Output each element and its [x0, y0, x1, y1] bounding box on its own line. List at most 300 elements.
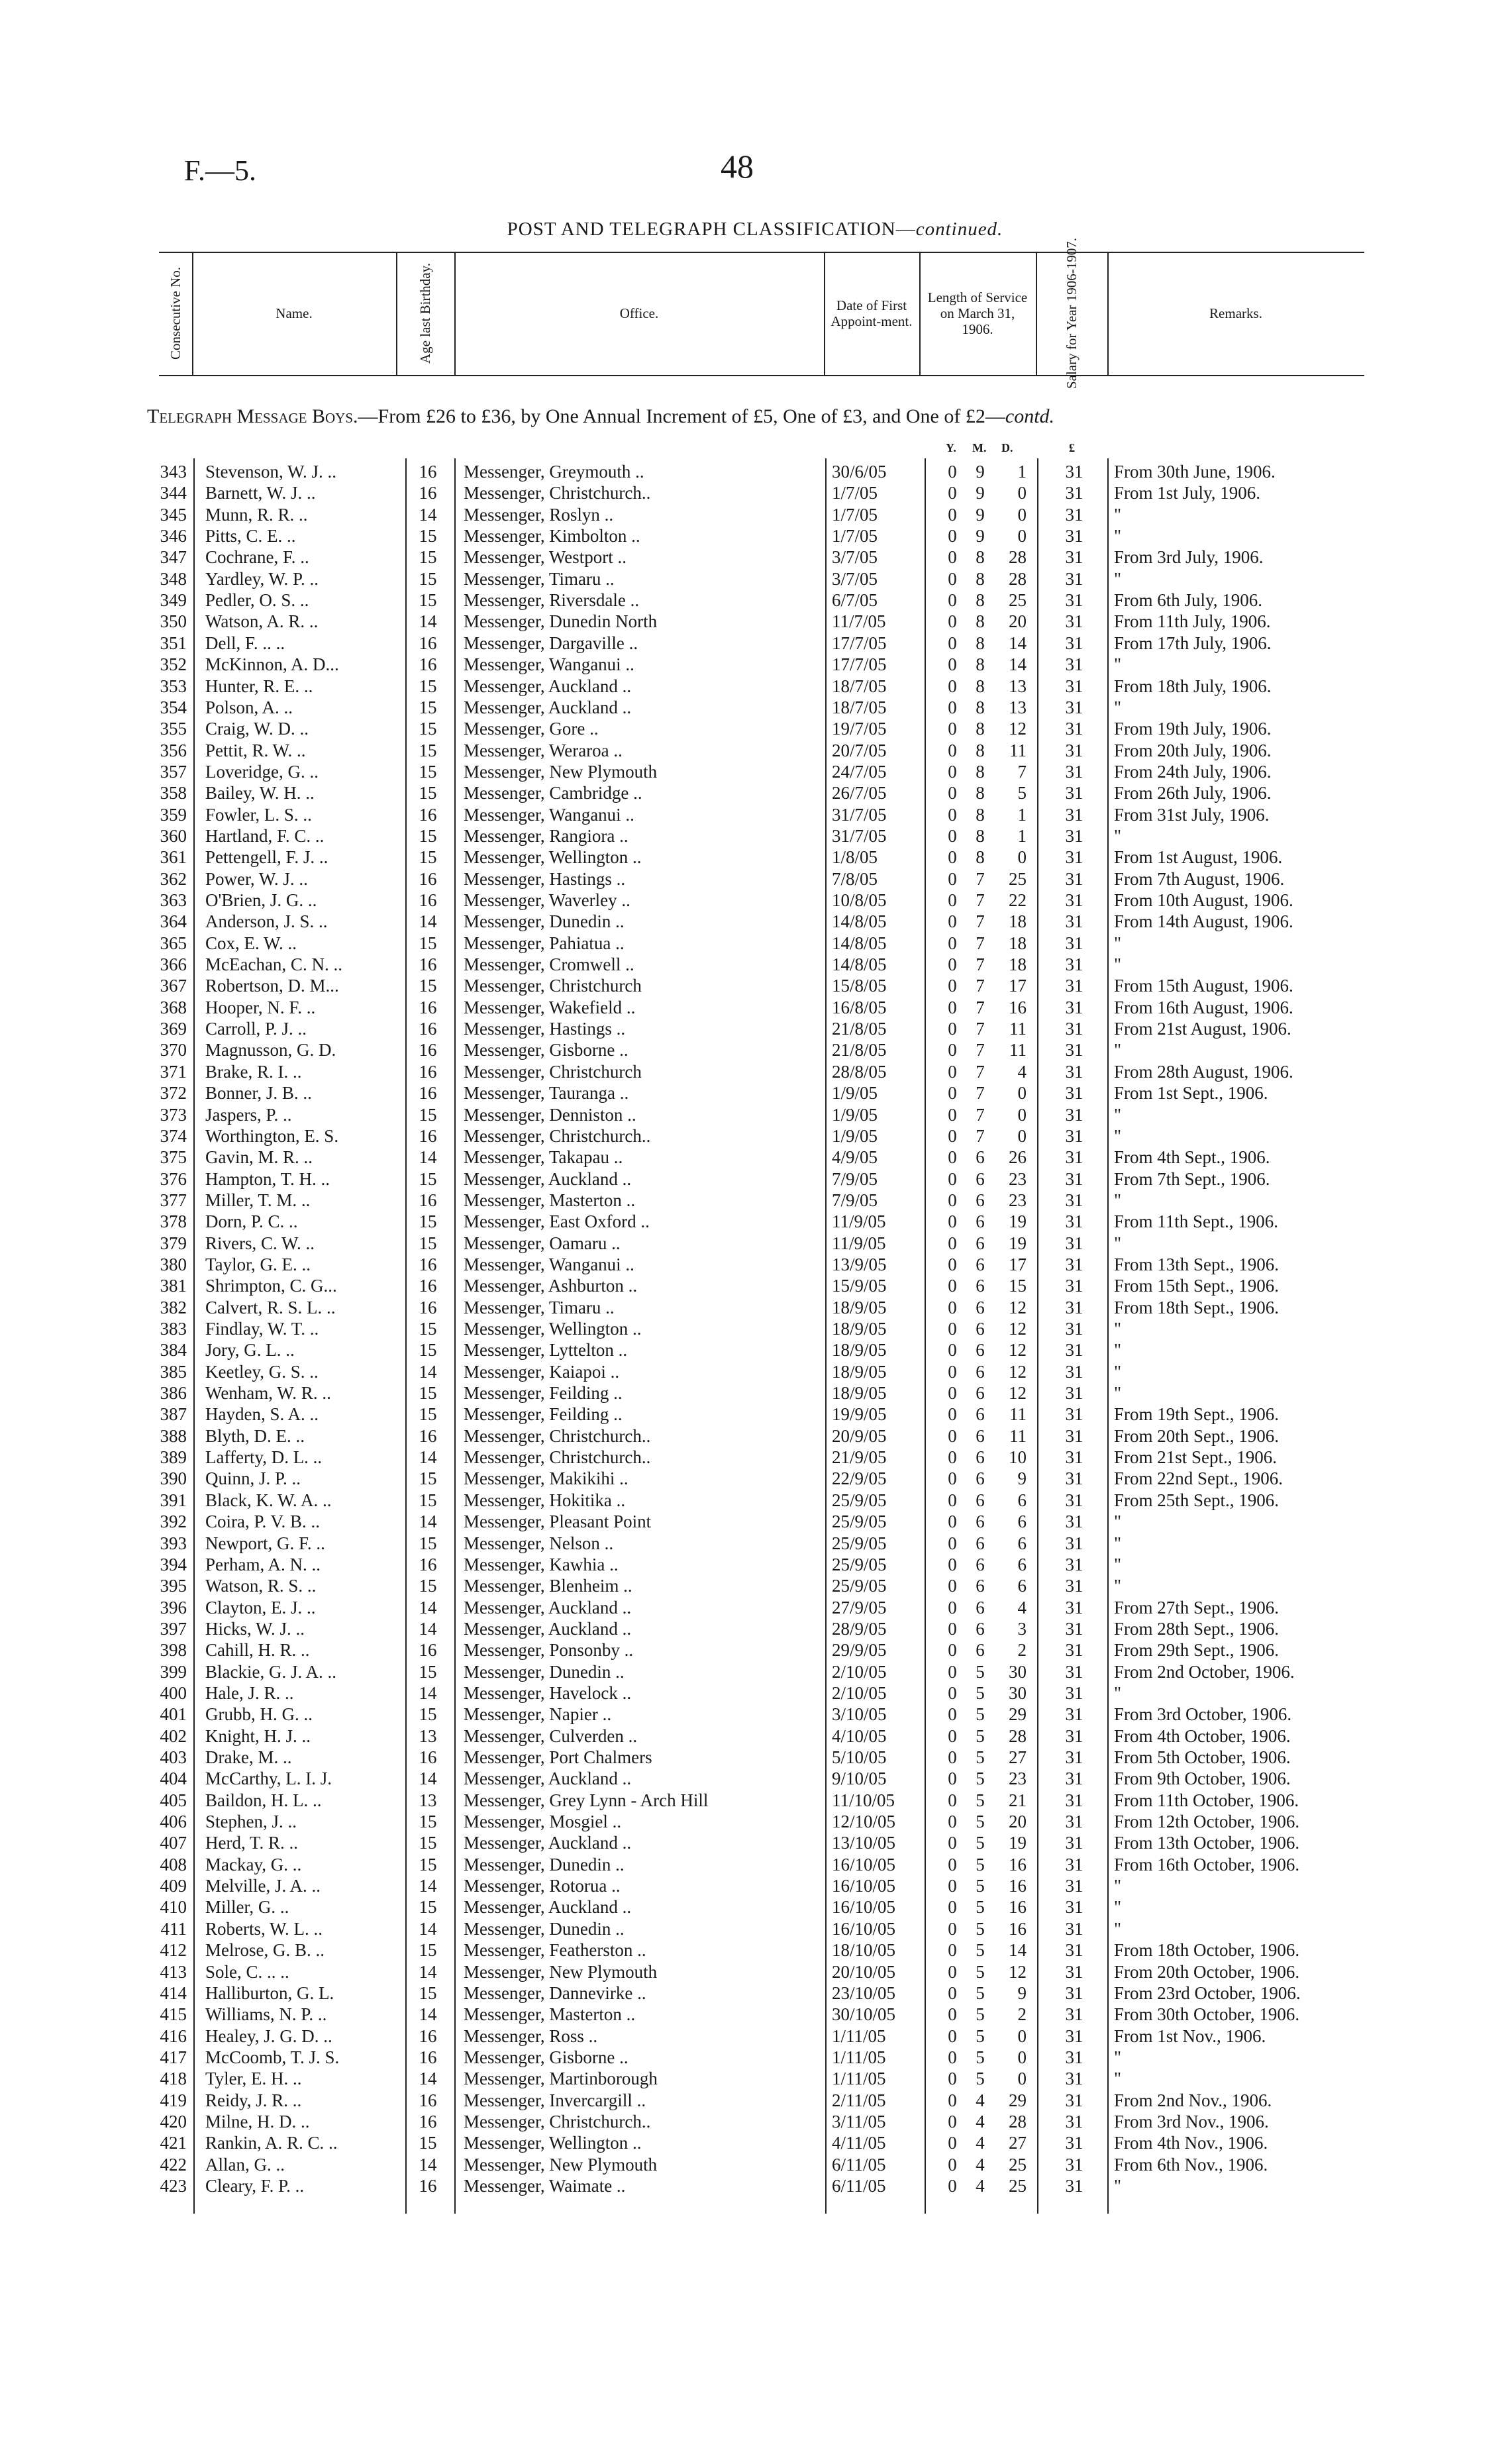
- service-days-cell: 18: [1009, 954, 1027, 975]
- service-months-cell: 8: [976, 568, 985, 589]
- appointment-date-cell: 7/9/05: [832, 1190, 878, 1210]
- salary-cell: 31: [1065, 654, 1083, 675]
- name-cell: Allan, G. ..: [205, 2154, 285, 2175]
- table-row: [0, 1039, 1510, 1060]
- consecutive-number: 348: [160, 568, 187, 589]
- age-cell: 15: [419, 590, 437, 611]
- age-cell: 16: [419, 1640, 437, 1661]
- appointment-date-cell: 7/8/05: [832, 868, 878, 889]
- service-months-cell: 6: [976, 1490, 985, 1510]
- name-cell: Dorn, P. C. ..: [205, 1211, 298, 1232]
- service-months-cell: 6: [976, 1554, 985, 1574]
- age-cell: 15: [419, 568, 437, 589]
- appointment-date-cell: 25/9/05: [832, 1533, 887, 1553]
- table-row: [0, 1575, 1510, 1596]
- salary-cell: 31: [1065, 1576, 1083, 1596]
- section-continued: contd.: [1005, 405, 1055, 427]
- name-cell: Lafferty, D. L. ..: [205, 1447, 323, 1468]
- office-cell: Messenger, Wellington ..: [464, 1319, 642, 1339]
- salary-cell: 31: [1065, 1404, 1083, 1425]
- remarks-cell: ": [1114, 1040, 1122, 1060]
- office-cell: Messenger, Wakefield ..: [464, 997, 636, 1017]
- name-cell: Knight, H. J. ..: [205, 1725, 311, 1746]
- remarks-cell: From 3rd Nov., 1906.: [1114, 2111, 1269, 2131]
- table-row: [0, 1896, 1510, 1918]
- remarks-cell: From 13th October, 1906.: [1114, 1833, 1300, 1853]
- office-cell: Messenger, Wellington ..: [464, 847, 642, 868]
- salary-cell: 31: [1065, 1319, 1083, 1339]
- office-cell: Messenger, Dargaville ..: [464, 633, 638, 653]
- table-row: [0, 2068, 1510, 2089]
- name-cell: Melville, J. A. ..: [205, 1876, 321, 1896]
- age-cell: 16: [419, 1747, 437, 1767]
- office-cell: Messenger, New Plymouth: [464, 761, 658, 782]
- age-cell: 16: [419, 2111, 437, 2131]
- age-cell: 15: [419, 1812, 437, 1832]
- service-years-cell: 0: [948, 1769, 957, 1789]
- service-days-cell: 16: [1009, 1918, 1027, 1939]
- consecutive-number: 418: [160, 2069, 187, 2089]
- service-years-cell: 0: [948, 1725, 957, 1746]
- office-cell: Messenger, Featherston ..: [464, 1940, 646, 1961]
- appointment-date-cell: 7/9/05: [832, 1168, 878, 1189]
- appointment-date-cell: 3/11/05: [832, 2111, 886, 2131]
- table-row: [0, 1639, 1510, 1661]
- name-cell: Grubb, H. G. ..: [205, 1704, 313, 1725]
- name-cell: Bonner, J. B. ..: [205, 1083, 312, 1104]
- table-row: [0, 525, 1510, 546]
- consecutive-number: 420: [160, 2111, 187, 2131]
- name-cell: McCoomb, T. J. S.: [205, 2047, 340, 2067]
- age-cell: 15: [419, 676, 437, 696]
- service-years-cell: 0: [948, 1104, 957, 1125]
- remarks-cell: From 1st Nov., 1906.: [1114, 2026, 1266, 2046]
- service-years-cell: 0: [948, 933, 957, 953]
- appointment-date-cell: 1/9/05: [832, 1125, 878, 1146]
- service-years-cell: 0: [948, 1276, 957, 1296]
- appointment-date-cell: 3/7/05: [832, 547, 878, 568]
- age-cell: 15: [419, 933, 437, 953]
- service-days-cell: 3: [1017, 1618, 1027, 1639]
- header-name: Name.: [276, 305, 313, 321]
- service-months-cell: 6: [976, 1211, 985, 1232]
- consecutive-number: 347: [160, 547, 187, 568]
- salary-cell: 31: [1065, 1019, 1083, 1039]
- service-days-cell: 29: [1009, 2090, 1027, 2110]
- office-cell: Messenger, Grey Lynn - Arch Hill: [464, 1790, 709, 1810]
- remarks-cell: ": [1114, 825, 1122, 846]
- appointment-date-cell: 21/8/05: [832, 1040, 887, 1060]
- name-cell: Clayton, E. J. ..: [205, 1597, 316, 1617]
- remarks-cell: From 15th August, 1906.: [1114, 976, 1293, 996]
- service-days-cell: 18: [1009, 933, 1027, 953]
- consecutive-number: 384: [160, 1340, 187, 1360]
- consecutive-number: 375: [160, 1147, 187, 1168]
- service-years-cell: 0: [948, 1404, 957, 1425]
- service-years-cell: 0: [948, 911, 957, 932]
- consecutive-number: 351: [160, 633, 187, 653]
- age-cell: 14: [419, 1876, 437, 1896]
- age-cell: 14: [419, 1597, 437, 1617]
- name-cell: Craig, W. D. ..: [205, 719, 309, 739]
- remarks-cell: ": [1114, 1104, 1122, 1125]
- service-months-cell: 7: [976, 1125, 985, 1146]
- appointment-date-cell: 20/7/05: [832, 740, 887, 760]
- service-years-cell: 0: [948, 2069, 957, 2089]
- salary-cell: 31: [1065, 1876, 1083, 1896]
- age-cell: 16: [419, 1040, 437, 1060]
- age-cell: 16: [419, 1019, 437, 1039]
- salary-cell: 31: [1065, 1661, 1083, 1682]
- remarks-cell: ": [1114, 1918, 1122, 1939]
- service-months-cell: 8: [976, 761, 985, 782]
- consecutive-number: 377: [160, 1190, 187, 1210]
- service-days-cell: 5: [1017, 783, 1027, 803]
- salary-cell: 31: [1065, 590, 1083, 611]
- table-row: [0, 1190, 1510, 1211]
- service-years-cell: 0: [948, 1383, 957, 1404]
- age-cell: 16: [419, 1190, 437, 1210]
- service-months-cell: 5: [976, 1876, 985, 1896]
- service-months-cell: 6: [976, 1361, 985, 1382]
- age-cell: 15: [419, 1211, 437, 1232]
- consecutive-number: 391: [160, 1490, 187, 1510]
- appointment-date-cell: 18/9/05: [832, 1340, 887, 1360]
- salary-cell: 31: [1065, 2026, 1083, 2046]
- salary-cell: 31: [1065, 1940, 1083, 1961]
- name-cell: Barnett, W. J. ..: [205, 483, 316, 503]
- service-days-cell: 0: [1017, 1125, 1027, 1146]
- remarks-cell: ": [1114, 1340, 1122, 1360]
- age-cell: 15: [419, 1833, 437, 1853]
- age-cell: 15: [419, 1940, 437, 1961]
- service-days-cell: 16: [1009, 1854, 1027, 1874]
- consecutive-number: 378: [160, 1211, 187, 1232]
- consecutive-number: 382: [160, 1297, 187, 1317]
- age-cell: 16: [419, 1425, 437, 1446]
- service-years-cell: 0: [948, 997, 957, 1017]
- name-cell: Magnusson, G. D.: [205, 1040, 336, 1060]
- service-days-cell: 0: [1017, 504, 1027, 525]
- table-row: [0, 654, 1510, 675]
- name-cell: Tyler, E. H. ..: [205, 2069, 302, 2089]
- service-years-cell: 0: [948, 1468, 957, 1489]
- service-months-cell: 7: [976, 911, 985, 932]
- remarks-cell: From 3rd July, 1906.: [1114, 547, 1264, 568]
- office-cell: Messenger, Denniston ..: [464, 1104, 636, 1125]
- appointment-date-cell: 1/7/05: [832, 483, 878, 503]
- remarks-cell: From 18th October, 1906.: [1114, 1940, 1300, 1961]
- service-years-cell: 0: [948, 1940, 957, 1961]
- consecutive-number: 404: [160, 1769, 187, 1789]
- name-cell: Blackie, G. J. A. ..: [205, 1661, 336, 1682]
- name-cell: Coira, P. V. B. ..: [205, 1512, 321, 1532]
- remarks-cell: From 1st Sept., 1906.: [1114, 1083, 1268, 1104]
- appointment-date-cell: 25/9/05: [832, 1490, 887, 1510]
- office-cell: Messenger, Timaru ..: [464, 568, 615, 589]
- service-months-cell: 7: [976, 1019, 985, 1039]
- table-row: [0, 1811, 1510, 1832]
- remarks-cell: From 28th August, 1906.: [1114, 1061, 1293, 1082]
- service-months-cell: 7: [976, 1040, 985, 1060]
- service-years-cell: 0: [948, 1125, 957, 1146]
- remarks-cell: From 21st Sept., 1906.: [1114, 1447, 1278, 1468]
- remarks-cell: From 5th October, 1906.: [1114, 1747, 1291, 1767]
- office-cell: Messenger, Auckland ..: [464, 676, 632, 696]
- service-months-cell: 6: [976, 1254, 985, 1274]
- service-years-cell: 0: [948, 954, 957, 975]
- salary-cell: 31: [1065, 954, 1083, 975]
- service-days-cell: 16: [1009, 997, 1027, 1017]
- salary-cell: 31: [1065, 568, 1083, 589]
- unit-pound: £: [1069, 441, 1075, 454]
- office-cell: Messenger, Tauranga ..: [464, 1083, 629, 1104]
- service-days-cell: 14: [1009, 633, 1027, 653]
- age-cell: 15: [419, 825, 437, 846]
- table-row: [0, 1447, 1510, 1468]
- unit-months: M.: [972, 441, 987, 454]
- service-years-cell: 0: [948, 1190, 957, 1210]
- remarks-cell: From 24th July, 1906.: [1114, 761, 1272, 782]
- salary-cell: 31: [1065, 804, 1083, 825]
- service-months-cell: 5: [976, 1833, 985, 1853]
- office-cell: Messenger, Hastings ..: [464, 868, 626, 889]
- appointment-date-cell: 29/9/05: [832, 1640, 887, 1661]
- service-years-cell: 0: [948, 1682, 957, 1703]
- office-cell: Messenger, Invercargill ..: [464, 2090, 646, 2110]
- service-months-cell: 5: [976, 2069, 985, 2089]
- service-years-cell: 0: [948, 825, 957, 846]
- service-years-cell: 0: [948, 1361, 957, 1382]
- salary-cell: 31: [1065, 1961, 1083, 1982]
- service-days-cell: 12: [1009, 1361, 1027, 1382]
- service-days-cell: 17: [1009, 1254, 1027, 1274]
- name-cell: Blyth, D. E. ..: [205, 1425, 305, 1446]
- remarks-cell: From 1st July, 1906.: [1114, 483, 1261, 503]
- age-cell: 15: [419, 1576, 437, 1596]
- service-months-cell: 6: [976, 1447, 985, 1468]
- service-days-cell: 16: [1009, 1897, 1027, 1918]
- name-cell: Quinn, J. P. ..: [205, 1468, 301, 1489]
- consecutive-number: 355: [160, 719, 187, 739]
- age-cell: 15: [419, 1661, 437, 1682]
- office-cell: Messenger, Christchurch..: [464, 483, 651, 503]
- salary-cell: 31: [1065, 976, 1083, 996]
- name-cell: Worthington, E. S.: [205, 1125, 339, 1146]
- service-days-cell: 17: [1009, 976, 1027, 996]
- remarks-cell: From 26th July, 1906.: [1114, 783, 1272, 803]
- service-days-cell: 25: [1009, 590, 1027, 611]
- service-years-cell: 0: [948, 761, 957, 782]
- office-cell: Messenger, Auckland ..: [464, 1618, 632, 1639]
- name-cell: Fowler, L. S. ..: [205, 804, 312, 825]
- table-row: [0, 1618, 1510, 1639]
- name-cell: Drake, M. ..: [205, 1747, 292, 1767]
- age-cell: 15: [419, 1404, 437, 1425]
- age-cell: 15: [419, 1533, 437, 1553]
- consecutive-number: 387: [160, 1404, 187, 1425]
- table-row: [0, 1361, 1510, 1382]
- service-years-cell: 0: [948, 1747, 957, 1767]
- service-years-cell: 0: [948, 976, 957, 996]
- table-row: [0, 1404, 1510, 1425]
- table-row: [0, 1104, 1510, 1125]
- service-months-cell: 6: [976, 1190, 985, 1210]
- table-row: [0, 1254, 1510, 1275]
- salary-cell: 31: [1065, 2111, 1083, 2131]
- name-cell: Pettengell, F. J. ..: [205, 847, 328, 868]
- consecutive-number: 357: [160, 761, 187, 782]
- remarks-cell: From 11th October, 1906.: [1114, 1790, 1299, 1810]
- age-cell: 15: [419, 1490, 437, 1510]
- header-no: Consecutive No.: [168, 267, 184, 360]
- office-cell: Messenger, New Plymouth: [464, 1961, 658, 1982]
- salary-cell: 31: [1065, 483, 1083, 503]
- name-cell: Jaspers, P. ..: [205, 1104, 292, 1125]
- salary-cell: 31: [1065, 868, 1083, 889]
- age-cell: 15: [419, 783, 437, 803]
- salary-cell: 31: [1065, 911, 1083, 932]
- service-days-cell: 30: [1009, 1682, 1027, 1703]
- title-text: POST AND TELEGRAPH CLASSIFICATION—: [507, 219, 916, 240]
- remarks-cell: From 16th August, 1906.: [1114, 997, 1293, 1017]
- office-cell: Messenger, Riversdale ..: [464, 590, 640, 611]
- name-cell: Halliburton, G. L.: [205, 1982, 334, 2003]
- table-row: [0, 2111, 1510, 2132]
- table-row: [0, 2132, 1510, 2153]
- service-years-cell: 0: [948, 1425, 957, 1446]
- age-cell: 14: [419, 1147, 437, 1168]
- appointment-date-cell: 27/9/05: [832, 1597, 887, 1617]
- remarks-cell: From 16th October, 1906.: [1114, 1854, 1300, 1874]
- appointment-date-cell: 14/8/05: [832, 954, 887, 975]
- office-cell: Messenger, Kimbolton ..: [464, 526, 640, 546]
- table-row: [0, 1832, 1510, 1853]
- service-days-cell: 6: [1017, 1554, 1027, 1574]
- service-years-cell: 0: [948, 804, 957, 825]
- service-days-cell: 2: [1017, 1640, 1027, 1661]
- remarks-cell: ": [1114, 1125, 1122, 1146]
- name-cell: Reidy, J. R. ..: [205, 2090, 302, 2110]
- service-months-cell: 6: [976, 1404, 985, 1425]
- section-text: —From £26 to £36, by One Annual Increment of £5, One of £3, and One of £2—: [358, 405, 1005, 427]
- appointment-date-cell: 11/10/05: [832, 1790, 895, 1810]
- consecutive-number: 417: [160, 2047, 187, 2067]
- office-cell: Messenger, Cambridge ..: [464, 783, 642, 803]
- office-cell: Messenger, East Oxford ..: [464, 1211, 650, 1232]
- office-cell: Messenger, Hastings ..: [464, 1019, 626, 1039]
- consecutive-number: 400: [160, 1682, 187, 1703]
- salary-cell: 31: [1065, 1812, 1083, 1832]
- service-months-cell: 5: [976, 1897, 985, 1918]
- office-cell: Messenger, Auckland ..: [464, 1597, 632, 1617]
- consecutive-number: 423: [160, 2176, 187, 2196]
- remarks-cell: From 28th Sept., 1906.: [1114, 1618, 1280, 1639]
- service-years-cell: 0: [948, 1833, 957, 1853]
- office-cell: Messenger, Ponsonby ..: [464, 1640, 634, 1661]
- service-years-cell: 0: [948, 783, 957, 803]
- appointment-date-cell: 6/7/05: [832, 590, 878, 611]
- office-cell: Messenger, Port Chalmers: [464, 1747, 652, 1767]
- remarks-cell: From 25th Sept., 1906.: [1114, 1490, 1280, 1510]
- salary-cell: 31: [1065, 1104, 1083, 1125]
- name-cell: McKinnon, A. D...: [205, 654, 339, 675]
- service-days-cell: 12: [1009, 1297, 1027, 1317]
- name-cell: Gavin, M. R. ..: [205, 1147, 313, 1168]
- remarks-cell: ": [1114, 1682, 1122, 1703]
- table-row: [0, 954, 1510, 975]
- appointment-date-cell: 16/10/05: [832, 1876, 896, 1896]
- service-years-cell: 0: [948, 2026, 957, 2046]
- age-cell: 14: [419, 1512, 437, 1532]
- salary-cell: 31: [1065, 1554, 1083, 1574]
- consecutive-number: 394: [160, 1554, 187, 1574]
- appointment-date-cell: 19/7/05: [832, 719, 887, 739]
- salary-cell: 31: [1065, 1297, 1083, 1317]
- age-cell: 14: [419, 2069, 437, 2089]
- service-days-cell: 25: [1009, 868, 1027, 889]
- appointment-date-cell: 11/9/05: [832, 1211, 886, 1232]
- service-months-cell: 5: [976, 1812, 985, 1832]
- age-cell: 16: [419, 2090, 437, 2110]
- table-row: [0, 1661, 1510, 1682]
- salary-cell: 31: [1065, 1512, 1083, 1532]
- office-cell: Messenger, Kaiapoi ..: [464, 1361, 620, 1382]
- table-row: [0, 1704, 1510, 1725]
- salary-cell: 31: [1065, 847, 1083, 868]
- appointment-date-cell: 3/10/05: [832, 1704, 887, 1725]
- service-months-cell: 6: [976, 1576, 985, 1596]
- consecutive-number: 397: [160, 1618, 187, 1639]
- office-cell: Messenger, Dunedin ..: [464, 1854, 625, 1874]
- remarks-cell: From 30th October, 1906.: [1114, 2004, 1300, 2025]
- service-months-cell: 7: [976, 954, 985, 975]
- service-days-cell: 19: [1009, 1211, 1027, 1232]
- table-row: [0, 461, 1510, 482]
- service-months-cell: 6: [976, 1168, 985, 1189]
- name-cell: Jory, G. L. ..: [205, 1340, 295, 1360]
- consecutive-number: 379: [160, 1233, 187, 1253]
- appointment-date-cell: 22/9/05: [832, 1468, 887, 1489]
- table-row: [0, 611, 1510, 632]
- name-cell: Calvert, R. S. L. ..: [205, 1297, 336, 1317]
- age-cell: 16: [419, 2026, 437, 2046]
- salary-cell: 31: [1065, 1040, 1083, 1060]
- salary-cell: 31: [1065, 2047, 1083, 2067]
- table-row: [0, 975, 1510, 996]
- appointment-date-cell: 11/9/05: [832, 1233, 886, 1253]
- salary-cell: 31: [1065, 504, 1083, 525]
- salary-cell: 31: [1065, 1533, 1083, 1553]
- table-row: [0, 1854, 1510, 1875]
- remarks-cell: From 17th July, 1906.: [1114, 633, 1272, 653]
- age-cell: 15: [419, 2133, 437, 2153]
- consecutive-number: 405: [160, 1790, 187, 1810]
- service-days-cell: 1: [1017, 825, 1027, 846]
- service-years-cell: 0: [948, 676, 957, 696]
- service-months-cell: 5: [976, 2026, 985, 2046]
- remarks-cell: ": [1114, 526, 1122, 546]
- name-cell: Cox, E. W. ..: [205, 933, 297, 953]
- consecutive-number: 392: [160, 1512, 187, 1532]
- table-row: [0, 1211, 1510, 1232]
- table-row: [0, 890, 1510, 911]
- service-days-cell: 9: [1017, 1982, 1027, 2003]
- remarks-cell: ": [1114, 697, 1122, 717]
- consecutive-number: 363: [160, 890, 187, 910]
- service-days-cell: 4: [1017, 1061, 1027, 1082]
- name-cell: Newport, G. F. ..: [205, 1533, 325, 1553]
